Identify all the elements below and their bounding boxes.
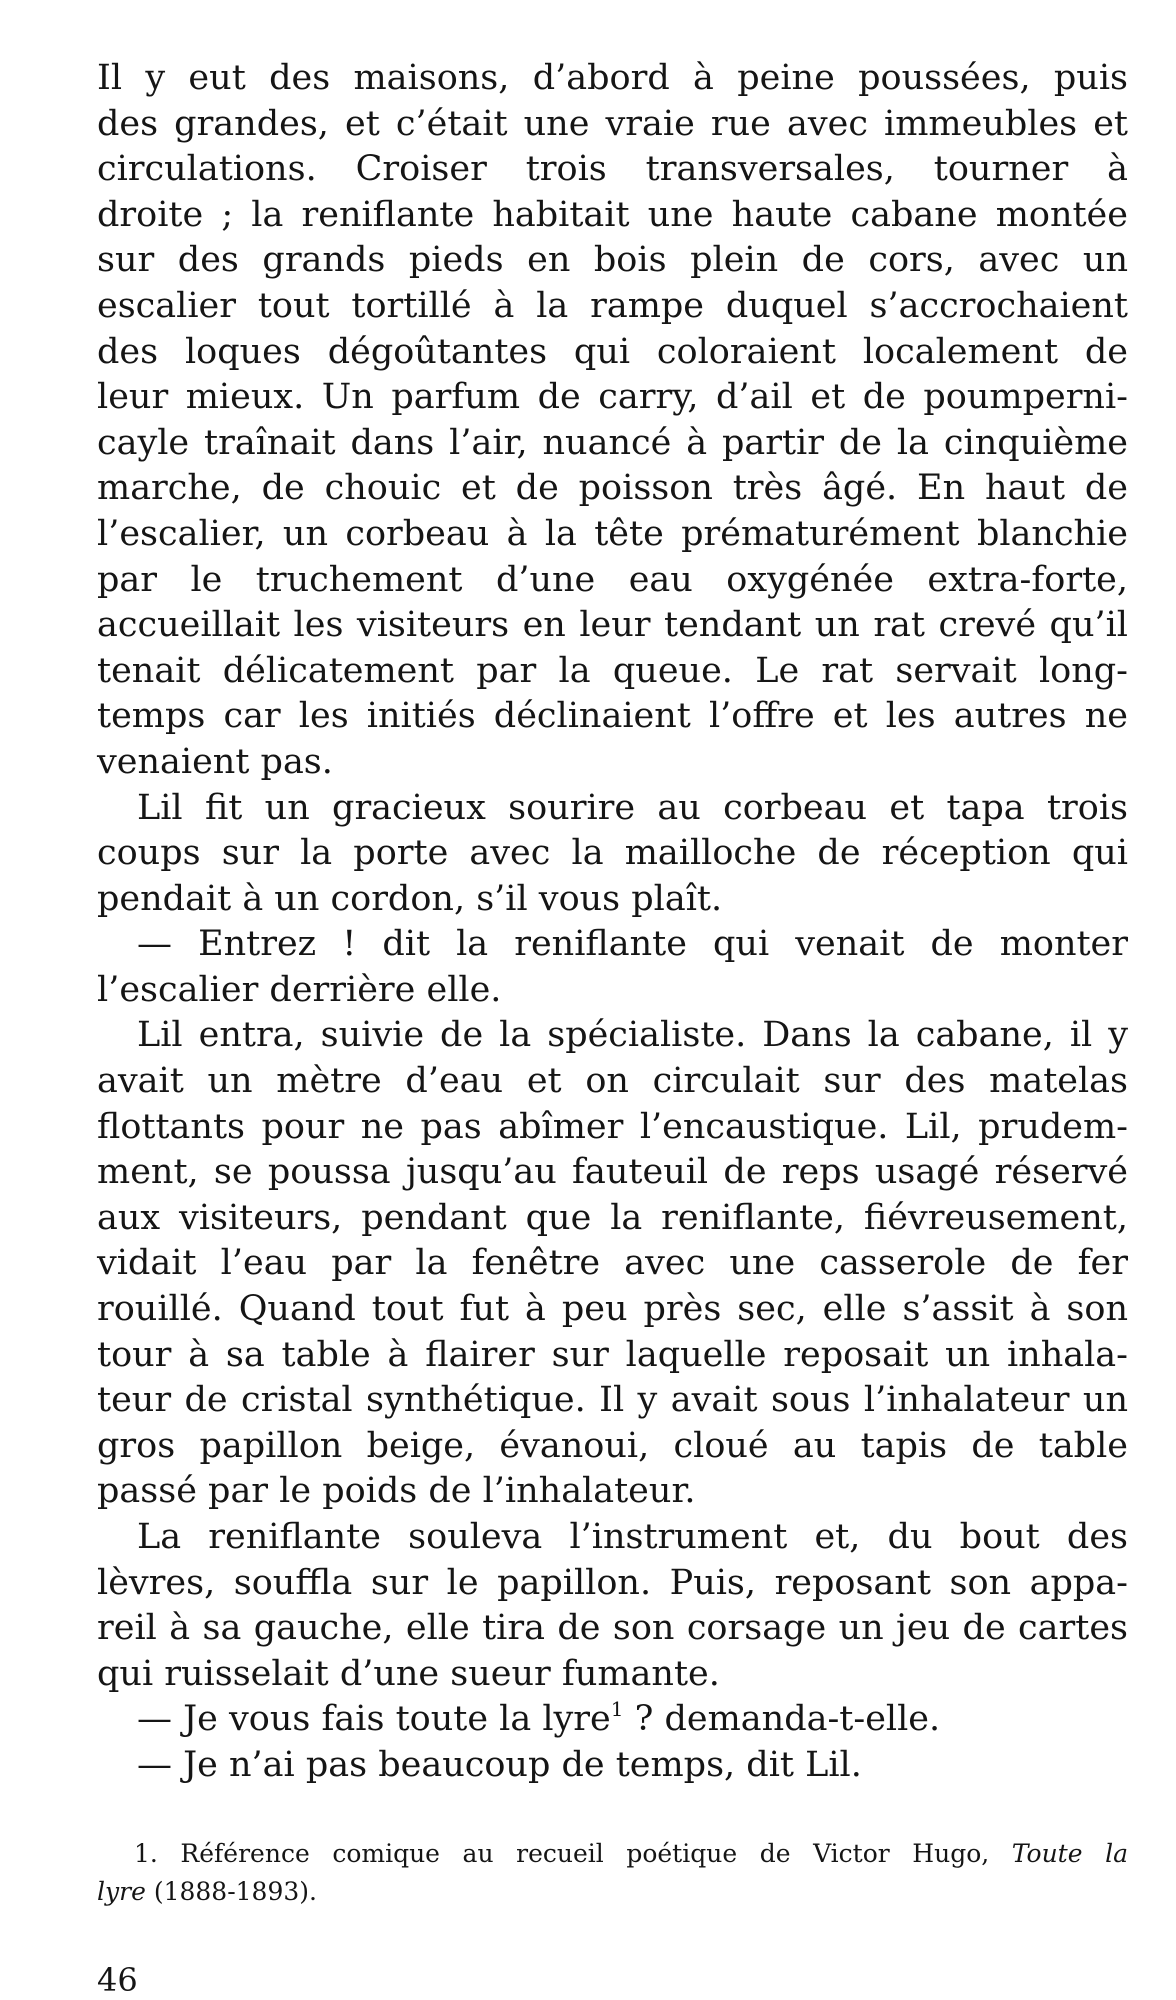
text-line: accueillait les visiteurs en leur tendant un rat crevé qu’il [97,605,1128,646]
footnote-number: 1. [134,1839,158,1868]
text-line: sur des grands pieds en bois plein de cors, avec un [97,240,1128,281]
footnote-marker[interactable]: 1 [610,1697,624,1722]
page-number: 46 [97,1961,138,1999]
text-line: venaient pas. [97,741,333,782]
text-line: gros papillon beige, évanoui, cloué au tapis de table [97,1425,1128,1466]
text-line: des grandes, et c’était une vraie rue avec immeubles et [97,103,1128,144]
footnote-title: lyre [97,1877,146,1906]
footnote-line [97,1835,1128,1873]
text-line: Il y eut des maisons, d’abord à peine poussées, puis [97,58,1128,98]
text-line: aux visiteurs, pendant que la reniflante, fiévreusement, [97,1197,1128,1238]
dialogue-line: — Je n’ai pas beaucoup de temps, dit Lil. [137,1744,862,1785]
body-text [97,56,1128,1789]
text-line: marche, de chouic et de poisson très âgé. En haut de [97,468,1128,509]
text-line: escalier tout tortillé à la rampe duquel s’accrochaient [97,285,1128,326]
paragraph-start-line: Lil entra, suivie de la spécialiste. Dans la cabane, il y [137,1015,1128,1056]
text-line: vidait l’eau par la fenêtre avec une casserole de fer [97,1243,1128,1284]
text-line: flottants pour ne pas abîmer l’encaustique. Lil, prudem- [97,1106,1128,1147]
text-line: avait un mètre d’eau et on circulait sur des matelas [97,1061,1128,1102]
dialogue-text: ? demanda-t-elle. [623,1699,941,1740]
text-line: coups sur la porte avec la mailloche de réception qui [97,833,1128,874]
footnote-line [97,1873,1128,1911]
text-line: l’escalier derrière elle. [97,969,502,1010]
text-line: qui ruisselait d’une sueur fumante. [97,1653,720,1694]
text-line: temps car les initiés déclinaient l’offre et les autres ne [97,696,1128,737]
text-line: tour à sa table à flairer sur laquelle reposait un inhala- [97,1334,1128,1375]
text-line: lèvres, souffla sur le papillon. Puis, reposant son appa- [97,1562,1128,1603]
text-line: par le truchement d’une eau oxygénée extra-forte, [97,559,1128,600]
text-line: tenait délicatement par la queue. Le rat servait long- [97,650,1128,691]
paragraph-start-line: Lil fit un gracieux sourire au corbeau et tapa trois [137,787,1128,828]
dialogue-line [97,1697,1128,1743]
text-line: passé par le poids de l’inhalateur. [97,1471,696,1512]
footnote-text: Référence comique au recueil poétique de Victor Hugo, [157,1839,990,1868]
footnote-title: Toute la [1011,1839,1128,1868]
text-line: droite ; la reniflante habitait une haute cabane montée [97,194,1128,235]
text-line: reil à sa gauche, elle tira de son corsage un jeu de cartes [97,1608,1128,1649]
footnote [97,1835,1128,1911]
text-line: pendait à un cordon, s’il vous plaît. [97,878,723,919]
footnote-dates: (1888-1893). [145,1877,317,1906]
text-line: teur de cristal synthétique. Il y avait sous l’inhalateur un [97,1380,1128,1421]
text-line: ment, se poussa jusqu’au fauteuil de reps usagé réservé [97,1152,1128,1193]
text-line: circulations. Croiser trois transversales, tourner à [97,149,1128,190]
text-line: l’escalier, un corbeau à la tête prématurément blanchie [97,513,1128,554]
text-line: cayle traînait dans l’air, nuancé à partir de la cinquième [97,422,1128,463]
dialogue-text: — Je vous fais toute la lyre [137,1699,611,1740]
dialogue-line: — Entrez ! dit la reniflante qui venait de monter [137,924,1128,965]
paragraph-start-line: La reniflante souleva l’instrument et, du bout des [137,1517,1128,1557]
text-line: des loques dégoûtantes qui coloraient localement de [97,331,1128,372]
text-line: rouillé. Quand tout fut à peu près sec, elle s’assit à son [97,1289,1128,1330]
text-line: leur mieux. Un parfum de carry, d’ail et de poumperni- [97,377,1128,418]
